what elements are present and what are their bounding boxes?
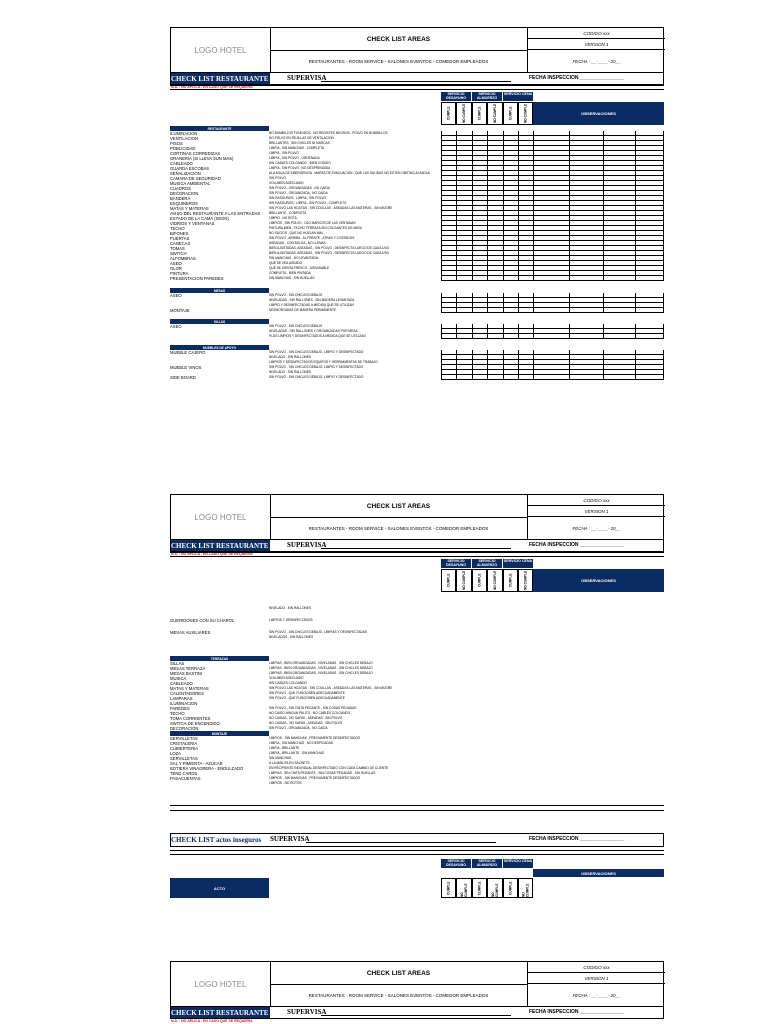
item-label: SWITCH DE ENCENDIDO <box>170 721 220 726</box>
criteria-text: SIN POLVO , SIN CHICLES DEBAJO <box>269 293 323 297</box>
item-label: ALFOMBRAS <box>170 256 196 261</box>
na-note: N.A. : NO APLICA , EN CASO QUE SE REQUIERA <box>171 85 253 89</box>
criteria-text: LIMPIOS , SIN POLVO , OJO MARCOS DE LAS VENTANAS <box>269 221 356 225</box>
check-cell[interactable] <box>456 375 472 380</box>
supervisa-label: SUPERVISA <box>287 541 327 549</box>
criteria-text: SIN CABLES COLGANDO <box>269 681 307 685</box>
item-label: SERVILLETAS <box>170 756 198 761</box>
cumple-column-header: CUMPLE <box>472 102 487 125</box>
check-cell[interactable] <box>518 334 533 339</box>
item-label: POBLICIDAD <box>170 146 196 151</box>
check-cells <box>441 375 664 380</box>
grid-line <box>170 850 664 851</box>
criteria-text: NO SUCIOS , QUE NO HUELAN MAL <box>269 231 324 235</box>
item-label: PAREDES <box>170 706 190 711</box>
criteria-text: NIVELADO , SIN RALLONES <box>269 370 311 374</box>
observaciones-header: OBSERVACIONES <box>533 569 664 592</box>
item-label: GRANERIA (SI LLEVA SUN MAS) <box>170 156 234 161</box>
check-cell[interactable] <box>487 276 503 281</box>
grid-line <box>170 556 664 557</box>
item-label: ESTADO DE LA CAMA (SEGN) <box>170 216 229 221</box>
criteria-text: LIMPIA , SIN MANCHAS , NO DESPICADAS <box>269 741 333 745</box>
criteria-text: LIMPIA , SIN POLVO <box>269 151 299 155</box>
service-almuerzo-header: SERVICIO ALMUERZO <box>472 559 502 568</box>
grid-line <box>170 552 664 553</box>
check-cell[interactable] <box>503 276 518 281</box>
hotel-logo: LOGO HOTEL <box>171 962 271 1006</box>
sheet-header <box>170 494 664 540</box>
criteria-text: SIN MANCHAS , SIN HUELLAS <box>269 276 315 280</box>
item-label: CANECAS <box>170 241 191 246</box>
criteria-text: QUE SE VEA ASEADO <box>269 261 303 265</box>
service-cena-header: SERVICIO CENA <box>503 859 533 868</box>
criteria-text: ALA AGUA DE EMERGENCIA , MAPAS DE EVACUACION , QUE LAS SALIDAS NO ESTEN OBSTACULIZADAS <box>269 171 430 175</box>
checklist-row <box>170 635 664 640</box>
observacion-cell[interactable] <box>569 334 603 339</box>
criteria-text: LIMPIOS Y DESINFECTADOS <box>269 618 313 622</box>
check-cell[interactable] <box>503 334 518 339</box>
checklist-sheet-3 <box>170 961 664 1023</box>
criteria-text: NIVELADO , SIN RALLONES <box>269 355 311 359</box>
item-label: MONTAJE <box>170 308 190 313</box>
no-cumple-column-header: NO CUMPLE <box>487 102 503 125</box>
observacion-cell[interactable] <box>635 308 664 313</box>
criteria-text: LIMPIA , BRILLANTE <box>269 746 300 750</box>
hotel-logo: LOGO HOTEL <box>171 495 271 539</box>
service-cena-header: SERVICIO CENA <box>503 92 533 101</box>
criteria-text: SIN POLVO , SIN CHICLES DEBAJO <box>269 324 323 328</box>
item-label: MESAS BASTINI <box>170 671 203 676</box>
version-field: VERSION 1 <box>528 506 665 517</box>
criteria-text: LIMPIA , BRILLANTE , SIN MANCHAS <box>269 751 325 755</box>
check-cell[interactable] <box>518 308 533 313</box>
item-label: MESAS TERRAZA <box>170 666 206 671</box>
observacion-cell[interactable] <box>635 334 664 339</box>
service-desayuno-header: SERVICIO DESAYUNO <box>441 559 471 568</box>
no-cumple-column-header: NO CUMPLE <box>518 102 533 125</box>
cumple-column-header: CUMPLE <box>472 569 487 592</box>
checklist-row <box>170 618 664 623</box>
check-cell[interactable] <box>472 308 487 313</box>
criteria-text: VOLUMEN ADECUADO <box>269 676 304 680</box>
observacion-cell[interactable] <box>603 308 635 313</box>
criteria-text: SIN POLVO LAS HOJITAS , SIN COLILLAS , ASEADAS LAS MATERAS , SIN MUGRE <box>269 686 393 690</box>
service-desayuno-header: SERVICIO DESAYUNO <box>441 92 471 101</box>
item-label: ILUMINACION <box>170 701 198 706</box>
supervisa-input[interactable] <box>321 548 511 549</box>
sheet-header <box>170 961 664 1007</box>
checklist-row <box>170 308 664 313</box>
check-cell[interactable] <box>503 308 518 313</box>
section-header: TERRAZAS <box>170 656 269 661</box>
item-label: VENTILACION <box>170 136 198 141</box>
section-header: MESAS <box>170 288 269 293</box>
check-cell[interactable] <box>441 375 456 380</box>
item-label: SERVILLETAS <box>170 736 198 741</box>
criteria-text: EN RECIPIENTE INDIVIDUAL DESINFECTADO CON CADA CAMBIO DE CLIENTE <box>269 766 389 770</box>
criteria-text: PINTURA BIEN , TECHO TERRAZA SIN COLGANTES DE MAYA <box>269 226 362 230</box>
criteria-text: SIN RASGUÑOS , LIMPIA , SIN POLVO <box>269 196 326 200</box>
criteria-text: SIN POLVO , SIN CHICLES DEBAJO, LIMPIO Y DESINFECTADO <box>269 375 364 379</box>
section-header: SILLAS <box>170 319 269 324</box>
criteria-text: NO CAIDAS , NO SAFAS , ASEADAS , SIN POLVO <box>269 721 343 725</box>
item-label: GUARDA ESCOBAS <box>170 166 210 171</box>
criteria-text: NO CAIDO NINGUN PALITO , NO CABLES COLGANDO , <box>269 711 352 715</box>
checklist-title: CHECK LIST AREAS <box>270 495 527 518</box>
check-cells <box>441 276 664 281</box>
item-label: LAMPARAS <box>170 696 193 701</box>
supervisor-bar <box>170 1007 664 1023</box>
criteria-text: ASEADAS , CON BOLSA , NO LLENAS <box>269 241 326 245</box>
criteria-text: BIEN AJUSTADAS, ASEADAS , SIN POLVO , DESINFECTA LUEGO DE CADA USO <box>269 251 390 255</box>
item-label: PASACUENTAS <box>170 776 201 781</box>
version-field: VERSION 1 <box>528 39 665 50</box>
criteria-text: A LA MINUTA EN SACHETS <box>269 761 310 765</box>
observacion-cell[interactable] <box>603 334 635 339</box>
criteria-text: SIN POLVO , SIN CHICLES DEBAJO, LIMPIAS Y DESINFECTADAS <box>269 630 367 634</box>
checklist-row <box>170 606 664 611</box>
checklist-restaurante-label: CHECK LIST RESTAURANTE <box>171 74 269 83</box>
checklist-sheet-1 <box>170 27 664 447</box>
criteria-text: NIVELADAS , SIN RALLONES Y ORGANIZADAS POR MESA <box>269 329 358 333</box>
fecha-field[interactable]: FECHA : __-____- 20__ <box>572 525 621 531</box>
section-header: MUEBLES DE APOYO <box>170 345 269 350</box>
cumple-column-header: CUMPLE <box>441 102 456 125</box>
observacion-cell[interactable] <box>533 276 569 281</box>
check-cell[interactable] <box>503 375 518 380</box>
criteria-text: COMPLETA , BIEN PINTADA <box>269 271 311 275</box>
item-label: ASEO <box>170 261 182 266</box>
item-label: DECORACION <box>170 191 199 196</box>
criteria-text: SIN POLVO , SIN CHICLES DEBAJO, LIMPIO Y DESINFECTADO <box>269 365 364 369</box>
observacion-cell[interactable] <box>635 276 664 281</box>
check-cells <box>441 308 664 313</box>
document-meta <box>527 495 665 539</box>
criteria-text: LIMPIOS , SIN MANCHAS , PREVIAMENTE DESINFECTADOS <box>269 776 360 780</box>
criteria-text: NO BOMBILLOS FUNDIDOS , NO REDISTES NEGROS , POLVO EN BOMBILLOS <box>269 131 388 135</box>
criteria-text: SIN POLVO , QUE FUNCIONEN ADECUADAMENTE <box>269 696 345 700</box>
criteria-text: NIVELADAS , SIN RALLONES , SIN MADERA LEVANTADA <box>269 298 355 302</box>
fecha-field[interactable]: FECHA : __-____- 20__ <box>572 992 621 998</box>
observaciones-header: OBSERVACIONES <box>533 869 664 877</box>
item-label: PRESENTACION PAREDES <box>170 276 224 281</box>
areas-subtitle: RESTAURANTES - ROOM SERVICE - SALONES EVENTOS - COMEDOR EMPLEADOS <box>308 525 489 531</box>
check-cell[interactable] <box>441 334 456 339</box>
item-label: CRISTALERIA <box>170 741 198 746</box>
checklist-row <box>170 334 664 339</box>
observacion-cell[interactable] <box>569 308 603 313</box>
item-label: CABLEADO <box>170 681 193 686</box>
item-label: GUERIDONES CON SU CHAROL <box>170 618 235 623</box>
grid-line <box>170 89 664 90</box>
observacion-cell[interactable] <box>603 375 635 380</box>
criteria-text: SIN MANCHAS , NO LEVANTADA <box>269 256 318 260</box>
cumple-column-header: CUMPLE <box>441 569 456 592</box>
checklist-row <box>170 276 664 281</box>
supervisor-bar <box>170 540 664 556</box>
observacion-cell[interactable] <box>533 375 569 380</box>
no-cumple-column-header: NO CUMPLE <box>456 878 472 898</box>
observacion-cell[interactable] <box>533 334 569 339</box>
supervisa-input[interactable] <box>306 842 496 843</box>
checklist-grid <box>170 85 664 447</box>
item-label: DECORACION <box>170 726 199 731</box>
no-cumple-column-header: NO CUMPLE <box>487 569 503 592</box>
criteria-text: SIN POLVO , QUE FUNCIONEN ADECUADAMENTE <box>269 691 345 695</box>
item-label: TOMA CORRIENTES <box>170 716 211 721</box>
item-label: MATAS Y MATERAS <box>170 686 209 691</box>
criteria-text: NO POLVO EN REJILLAS DE VENTILACION <box>269 136 334 140</box>
item-label: MUSICA AMBIENTAL <box>170 181 211 186</box>
criteria-text: LIMPIA , SIN POLVO , NO DESPRENDIDA <box>269 166 331 170</box>
check-cell[interactable] <box>441 276 456 281</box>
item-label: ESQUINEROS <box>170 201 198 206</box>
check-cell[interactable] <box>487 308 503 313</box>
item-label: AVISO DEL RESTAURANTE A LAS ENTRADAS <box>170 211 261 216</box>
document-meta <box>527 962 665 1006</box>
checklist-restaurante-label: CHECK LIST RESTAURANTE <box>171 541 269 550</box>
version-field: VERSION 1 <box>528 973 665 984</box>
cumple-column-header: CUMPLE <box>503 102 518 125</box>
criteria-text: SIN RASGUÑOS , LIMPIA , SIN POLVO , COMPLETO <box>269 201 347 205</box>
cumple-column-header: CUMPLE <box>472 878 487 898</box>
criteria-text: SIN POLVO , ARRIBA , AL FRENTE , ATRAS Y COSTADOS <box>269 236 355 240</box>
item-label: CAMARA DE SEGURIDAD <box>170 176 221 181</box>
check-cell[interactable] <box>472 334 487 339</box>
check-cell[interactable] <box>518 276 533 281</box>
item-label: SAL Y PIMIENTA - AZUCAR <box>170 761 223 766</box>
check-cells <box>441 334 664 339</box>
item-label: TOMAS <box>170 246 185 251</box>
criteria-text: SIN MANCHAS , <box>269 756 293 760</box>
criteria-text: SIN POLVO , ORGANIZADA , NO CAIDA <box>269 191 328 195</box>
criteria-text: LIMPIO Y DESINFECTADAS A MEDIDA QUE SE UTILIZAN <box>269 303 354 307</box>
observacion-cell[interactable] <box>569 375 603 380</box>
check-cell[interactable] <box>487 375 503 380</box>
supervisa-label: SUPERVISA <box>287 1008 327 1016</box>
item-label: BIFONES <box>170 231 189 236</box>
criteria-text: LIMPIOS Y DESINFECTADOS EQUIPOS Y HERRAMIENTAS DE TRABAJO <box>269 360 378 364</box>
item-label: SEÑALIZACION <box>170 171 201 176</box>
criteria-text: LIMPIO , NO ROTA <box>269 216 297 220</box>
areas-subtitle: RESTAURANTES - ROOM SERVICE - SALONES EVENTOS - COMEDOR EMPLEADOS <box>308 992 489 998</box>
item-label: ASEO <box>170 293 182 298</box>
fecha-inspeccion-label[interactable]: FECHA INSPECCION ________________ <box>529 1009 625 1015</box>
item-label: SILLAS <box>170 661 185 666</box>
service-desayuno-header: SERVICIO DESAYUNO <box>441 859 471 868</box>
codigo-field: CODIGO xxx <box>528 28 665 39</box>
check-cell[interactable] <box>487 334 503 339</box>
grid-line <box>170 810 664 811</box>
checklist-title: CHECK LIST AREAS <box>270 962 527 985</box>
no-cumple-column-header: NO CUMPLE <box>456 102 472 125</box>
criteria-text: NIVELADO , SIN RALLONES <box>269 606 311 610</box>
item-label: TEND CARDS <box>170 771 198 776</box>
checklist-row <box>170 781 664 786</box>
criteria-text: NIVELADOS , SIN RALLONES <box>269 635 314 639</box>
item-label: PINTURA <box>170 271 189 276</box>
checklist-restaurante-label: CHECK LIST RESTAURANTE <box>171 1008 269 1017</box>
item-label: CORTINAS CORREDIZAS <box>170 151 221 156</box>
item-label: MUSICA <box>170 676 187 681</box>
checklist-actos-label: CHECK LIST actos inseguros <box>171 834 270 845</box>
criteria-text: LIMPIA , SIN POLVO , ORDENADA <box>269 156 320 160</box>
item-label: MUEBLE CAJERO <box>170 350 206 355</box>
item-label: CABLEADO <box>170 161 193 166</box>
na-note: N.A. : NO APLICA , EN CASO QUE SE REQUIERA <box>171 552 253 556</box>
fecha-field[interactable]: FECHA : __-____- 20__ <box>572 58 621 64</box>
criteria-text: SIN POLVO , ORGANIZADA , NO CAIDA <box>269 726 328 730</box>
check-cell[interactable] <box>441 308 456 313</box>
checklist-grid <box>170 552 664 820</box>
item-label: CUADROS <box>170 186 191 191</box>
section-header: MONTAJE <box>170 731 269 736</box>
fecha-inspeccion-label[interactable]: FECHA INSPECCION ________________ <box>529 836 625 842</box>
codigo-field: CODIGO xxx <box>528 495 665 506</box>
check-cell[interactable] <box>518 375 533 380</box>
section-header: RESTAURANTE <box>170 126 269 131</box>
criteria-text: LIMPIA , SIN MANCHAS , COMPLETA <box>269 146 325 150</box>
item-label: LOZA <box>170 751 181 756</box>
grid-line <box>170 805 664 806</box>
criteria-text: SIN POLVO , ORGANIZADAS , NO CAIDA <box>269 186 330 190</box>
observacion-cell[interactable] <box>569 276 603 281</box>
item-label: MESAS AUXILIARES <box>170 630 211 635</box>
codigo-field: CODIGO xxx <box>528 962 665 973</box>
observaciones-header: OBSERVACIONES <box>533 102 664 125</box>
criteria-text: LIMPIAS , BIEN ORGANIZADAS , NIVELADAS , SIN CHICLES DEBAJO <box>269 661 373 665</box>
criteria-text: SIN POLVO , SIN CHICLES DEBAJO, LIMPIO Y DESINFECTADO <box>269 350 364 354</box>
item-label: PISOS <box>170 141 183 146</box>
no-cumple-column-header: NO CUMPLE <box>487 878 503 898</box>
supervisa-label: SUPERVISA <box>287 74 327 82</box>
observacion-cell[interactable] <box>635 375 664 380</box>
item-label: ASEO <box>170 324 182 329</box>
acto-header: ACTO <box>170 878 269 898</box>
actos-grid <box>170 847 664 897</box>
criteria-text: SIN POLVO LAS HOJITAS , SIN COLILLAS , ASEADAS LAS MATERAS , SIN MUGRE <box>269 206 393 210</box>
criteria-text: LIMPIAS , SIN CINTA PEGANTE , SIN COSAS PEGADAS , SIN HUELLAS <box>269 771 376 775</box>
check-cell[interactable] <box>456 276 472 281</box>
criteria-text: QUE SE SIENTA FRESCO , AGRADABLE <box>269 266 330 270</box>
grid-line <box>170 854 664 855</box>
criteria-text: DESMONTADAS DE MANERA PERMANENTE <box>269 308 337 312</box>
check-cell[interactable] <box>472 276 487 281</box>
service-almuerzo-header: SERVICIO ALMUERZO <box>472 92 502 101</box>
criteria-text: SIN CABLES COLGANDO , BIEN CODIDO <box>269 161 331 165</box>
checklist-title: CHECK LIST AREAS <box>270 28 527 51</box>
criteria-text: BRILLANTES , SIN CHICLES NI MARCAS <box>269 141 330 145</box>
cumple-column-header: CUMPLE <box>503 569 518 592</box>
sheet-header <box>170 27 664 73</box>
observacion-cell[interactable] <box>603 276 635 281</box>
criteria-text: PLDS LIMPIOS Y DESINFECTADOS A MEDIDA QUE SE UTILIZAN <box>269 334 366 338</box>
criteria-text: LIMPIAS , BIEN ORGANIZADAS , NIVELADAS , SIN CHICLES DEBAJO <box>269 666 373 670</box>
item-label: CALENTADORES <box>170 691 204 696</box>
criteria-text: BIEN AJUSTADAS, ASEADAS , SIN POLVO , DESINFECTA LUEGO DE CADA USO <box>269 246 390 250</box>
check-cell[interactable] <box>456 308 472 313</box>
no-cumple-column-header: NO CUMPLE <box>456 569 472 592</box>
service-cena-header: SERVICIO CENA <box>503 559 533 568</box>
supervisa-input[interactable] <box>321 81 511 82</box>
fecha-inspeccion-label[interactable]: FECHA INSPECCION ________________ <box>529 542 625 548</box>
item-label: TECHO <box>170 711 185 716</box>
supervisor-bar <box>170 73 664 89</box>
supervisa-label: SUPERVISA <box>270 835 310 843</box>
supervisa-input[interactable] <box>321 1015 511 1016</box>
criteria-text: BRILLANTE , COMPLETA <box>269 211 307 215</box>
item-label: VIDRIOS Y VENTANAS <box>170 221 215 226</box>
service-almuerzo-header: SERVICIO ALMUERZO <box>472 859 502 868</box>
item-label: SWITCH <box>170 251 187 256</box>
item-label: SIDE BOARD <box>170 375 196 380</box>
criteria-text: NO CAIDAS , NO SAFAS , ASEADAS , SIN POLVO <box>269 716 343 720</box>
check-cell[interactable] <box>472 375 487 380</box>
criteria-text: LIMPIAS , BIEN ORGANIZADAS , NIVELADAS , SIN CHICLES DEBAJO <box>269 671 373 675</box>
cumple-column-header: CUMPLE <box>441 878 456 898</box>
cumple-column-header: CUMPLE <box>503 878 518 898</box>
document-meta <box>527 28 665 72</box>
actos-inseguros-sheet <box>170 833 664 897</box>
item-label: CUBIERTERIA <box>170 746 199 751</box>
item-label: BANDERA <box>170 196 191 201</box>
na-note: N.A. : NO APLICA , EN CASO QUE SE REQUIERA <box>171 1019 253 1023</box>
item-label: TECHO <box>170 226 185 231</box>
checklist-sheet-2 <box>170 494 664 820</box>
check-cell[interactable] <box>456 334 472 339</box>
criteria-text: SIN POLVO , SIN CINTA PEGANTE , SIN COSAS PEGADAS <box>269 706 357 710</box>
no-cumple-column-header: NO CUMPLE <box>518 878 533 898</box>
observacion-cell[interactable] <box>533 308 569 313</box>
areas-subtitle: RESTAURANTES - ROOM SERVICE - SALONES EVENTOS - COMEDOR EMPLEADOS <box>308 58 489 64</box>
criteria-text: VOLUMEN ADECUADO <box>269 181 304 185</box>
fecha-inspeccion-label[interactable]: FECHA INSPECCION ________________ <box>529 75 625 81</box>
criteria-text: LIMPIOS , NO ROTOS <box>269 781 302 785</box>
supervisor-bar <box>170 833 664 847</box>
checklist-row <box>170 375 664 380</box>
item-label: MATAS Y MATERAS <box>170 206 209 211</box>
item-label: PUERTAS <box>170 236 190 241</box>
no-cumple-column-header: NO CUMPLE <box>518 569 533 592</box>
item-label: ILUMINACION <box>170 131 198 136</box>
item-label: BOTIERA VINAGRERA - ENDULZADO <box>170 766 244 771</box>
criteria-text: LIMPIOS , SIN MANCHAS , PREVIAMENTE DESINFECTADOS <box>269 736 360 740</box>
item-label: OLOR <box>170 266 182 271</box>
item-label: MUEBLE VINOS <box>170 365 202 370</box>
hotel-logo: LOGO HOTEL <box>171 28 271 72</box>
criteria-text: SIN POLVO <box>269 176 286 180</box>
grid-line <box>170 85 664 86</box>
